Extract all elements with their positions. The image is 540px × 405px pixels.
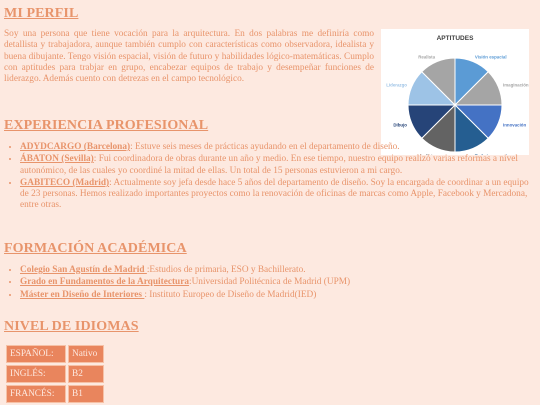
language-row [6,345,104,363]
education-item [20,264,536,276]
language-level: Nativo [68,345,104,363]
pie-label: Imaginación [503,82,529,88]
experience-description: : Fui coordinadora de obras durante un año y medio. En ese tiempo, nuestro equipo realizó varias reformas a nivel autonómico, de las cuales yo coordiné la mitad de ellas. Un total de 15 personas estuvieron a mi cargo. [20,154,518,176]
language-name: FRANCÉS: [6,385,66,403]
chart-title: APTITUDES [436,35,474,42]
profile-text: Soy una persona que tiene vocación para la arquitectura. En dos palabras me definiría como detallista y trabajadora, aunque también cumplo con características como observadora, idealista y buena dibujante. Tengo visión espacial, visión de futuro y habilidades lógico-matemáticas. Cumplo con aptitudes para trabjar en grupo, encabezar equipos de trabajo y desempeñar funciones de liderazgo. Además cuento con detrezas en el campo tecnológico. [4,29,374,85]
language-name: INGLÉS: [6,365,66,383]
education-description: : Instituto Europeo de Diseño de Madrid(IED) [144,289,317,300]
education-description: :Estudios de primaria, ESO y Bachillerato. [146,265,306,275]
education-heading: FORMACIÓN ACADÉMICA [4,241,187,256]
experience-item [20,153,536,177]
pie-label: Innovación [503,122,527,128]
education-list [4,264,536,301]
experience-item [20,141,536,153]
education-org-link[interactable]: Grado en Fundamentos de la Arquitectura [20,277,189,288]
language-name: ESPAÑOL: [6,345,66,363]
pie-label: Realista [418,54,436,60]
pie-label: Dibujo [393,122,407,128]
languages-table [4,343,106,405]
experience-description: : Estuve seis meses de prácticas ayudando en el departamento de diseño. [130,142,400,152]
experience-org-link[interactable]: ÁBATON (Sevilla) [20,154,94,165]
profile-heading: MI PERFIL [4,6,79,21]
language-row [6,385,104,403]
education-description: :Universidad Politécnica de Madrid (UPM) [189,277,351,288]
education-item [20,289,536,301]
aptitudes-pie-svg [381,29,529,155]
language-level: B2 [68,365,104,383]
pie-label: Liderazgo [386,82,407,88]
experience-org-link[interactable]: GABITECO (Madrid) [20,177,110,188]
education-item [20,276,536,288]
experience-description: : Actualmente soy jefa desde hace 5 años del departamento de diseño. Soy la encargada de coordinar a un equipo de 23 personas. Hemos realizado importantes proyectos como la renovación de oficinas de marcas como Apple, Facebook y Mercadona, entre otras. [20,177,529,211]
education-org-link[interactable]: Colegio San Agustín de Madrid [20,265,147,275]
pie-label: Visión espacial [474,54,507,60]
experience-heading: EXPERIENCIA PROFESIONAL [4,118,209,133]
experience-list [4,141,536,212]
language-level: B1 [68,385,104,403]
experience-org-link[interactable]: ADYDCARGO (Barcelona) [20,142,131,152]
aptitudes-chart [381,29,529,155]
education-org-link[interactable]: Máster en Diseño de Interiores [20,289,145,300]
experience-item [20,177,536,212]
language-row [6,365,104,383]
languages-heading: NIVEL DE IDIOMAS [4,319,139,334]
